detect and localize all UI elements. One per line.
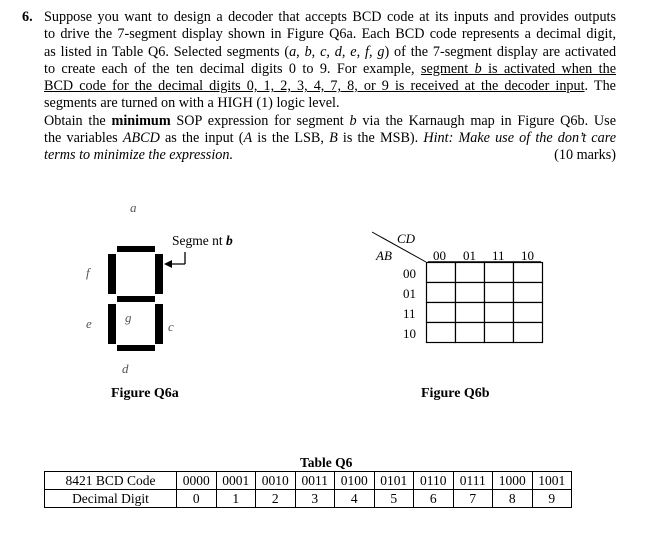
figure-q6a-caption: Figure Q6a xyxy=(111,386,179,401)
bcd-table xyxy=(44,471,572,508)
figure-q6b-caption: Figure Q6b xyxy=(421,386,490,401)
question-line-2: to drive the 7-segment display shown in Figure Q6a. Each BCD code represents a decimal digit, xyxy=(44,26,616,43)
segment-label-text: Segme nt xyxy=(172,233,223,248)
label-f: f xyxy=(86,265,90,280)
code-cell: 0100 xyxy=(335,472,375,490)
kmap-col-label-1: 00 xyxy=(433,248,446,263)
digit-cell: 3 xyxy=(295,490,335,508)
row-header-digit: Decimal Digit xyxy=(45,490,177,508)
table-row-codes xyxy=(45,472,572,490)
code-cell: 0110 xyxy=(414,472,454,490)
digit-cell: 6 xyxy=(414,490,454,508)
label-g: g xyxy=(125,310,132,325)
question-line-1: Suppose you want to design a decoder that accepts BCD code at its inputs and provides outputs xyxy=(44,9,616,25)
kmap-row-label-3: 11 xyxy=(403,306,416,321)
code-cell: 1001 xyxy=(532,472,572,490)
digit-cell: 0 xyxy=(177,490,217,508)
digit-cell: 8 xyxy=(493,490,533,508)
marks: (10 marks) xyxy=(554,147,616,164)
code-cell: 0011 xyxy=(295,472,335,490)
question-line-7: Obtain the minimum SOP expression for segment b via the Karnaugh map in Figure Q6b. Use xyxy=(44,112,616,129)
kmap-row-label-4: 10 xyxy=(403,326,416,341)
kmap-row-label-1: 00 xyxy=(403,266,416,281)
digit-cell: 2 xyxy=(256,490,296,508)
code-cell: 0010 xyxy=(256,472,296,490)
code-cell: 0001 xyxy=(216,472,256,490)
question-line-5: BCD code for the decimal digits 0, 1, 2, 3, 4, 7, 8, or 9 is received at the decoder input. The xyxy=(44,78,616,95)
code-cell: 1000 xyxy=(493,472,533,490)
code-cell: 0000 xyxy=(177,472,217,490)
kmap-grid xyxy=(427,263,543,343)
row-header-bcd: 8421 BCD Code xyxy=(45,472,177,490)
question-line-3: as listed in Table Q6. Selected segments (a, b, c, d, e, f, g) of the 7-segment display are activated xyxy=(44,43,617,60)
kmap-row-label-2: 01 xyxy=(403,286,416,301)
table-row-digits xyxy=(45,490,572,508)
question-line-8: the variables ABCD as the input (A is the LSB, B is the MSB). Hint: Make use of the don’t care xyxy=(44,130,616,147)
question-number: 6. xyxy=(22,9,33,25)
question-line-4: to create each of the ten decimal digits 0 to 9. For example, segment b is activated when the xyxy=(44,60,616,77)
kmap-row-var: AB xyxy=(376,248,392,263)
question-line-6: segments are turned on with a HIGH (1) logic level. xyxy=(44,95,340,112)
question-line-9-text: terms to minimize the expression. xyxy=(44,147,234,164)
label-c: c xyxy=(168,319,174,334)
kmap-col-label-4: 10 xyxy=(521,248,534,263)
digit-cell: 7 xyxy=(453,490,493,508)
kmap-col-var: CD xyxy=(397,231,416,246)
digit-cell: 1 xyxy=(216,490,256,508)
digit-cell: 4 xyxy=(335,490,375,508)
kmap-col-label-2: 01 xyxy=(463,248,476,263)
code-cell: 0101 xyxy=(374,472,414,490)
kmap-col-label-3: 11 xyxy=(492,248,505,263)
label-e: e xyxy=(86,316,92,331)
digit-cell: 9 xyxy=(532,490,572,508)
segment-label-letter: b xyxy=(226,233,233,248)
code-cell: 0111 xyxy=(453,472,493,490)
label-a: a xyxy=(130,200,137,215)
digit-cell: 5 xyxy=(374,490,414,508)
table-title: Table Q6 xyxy=(300,455,353,470)
label-d: d xyxy=(122,361,129,376)
